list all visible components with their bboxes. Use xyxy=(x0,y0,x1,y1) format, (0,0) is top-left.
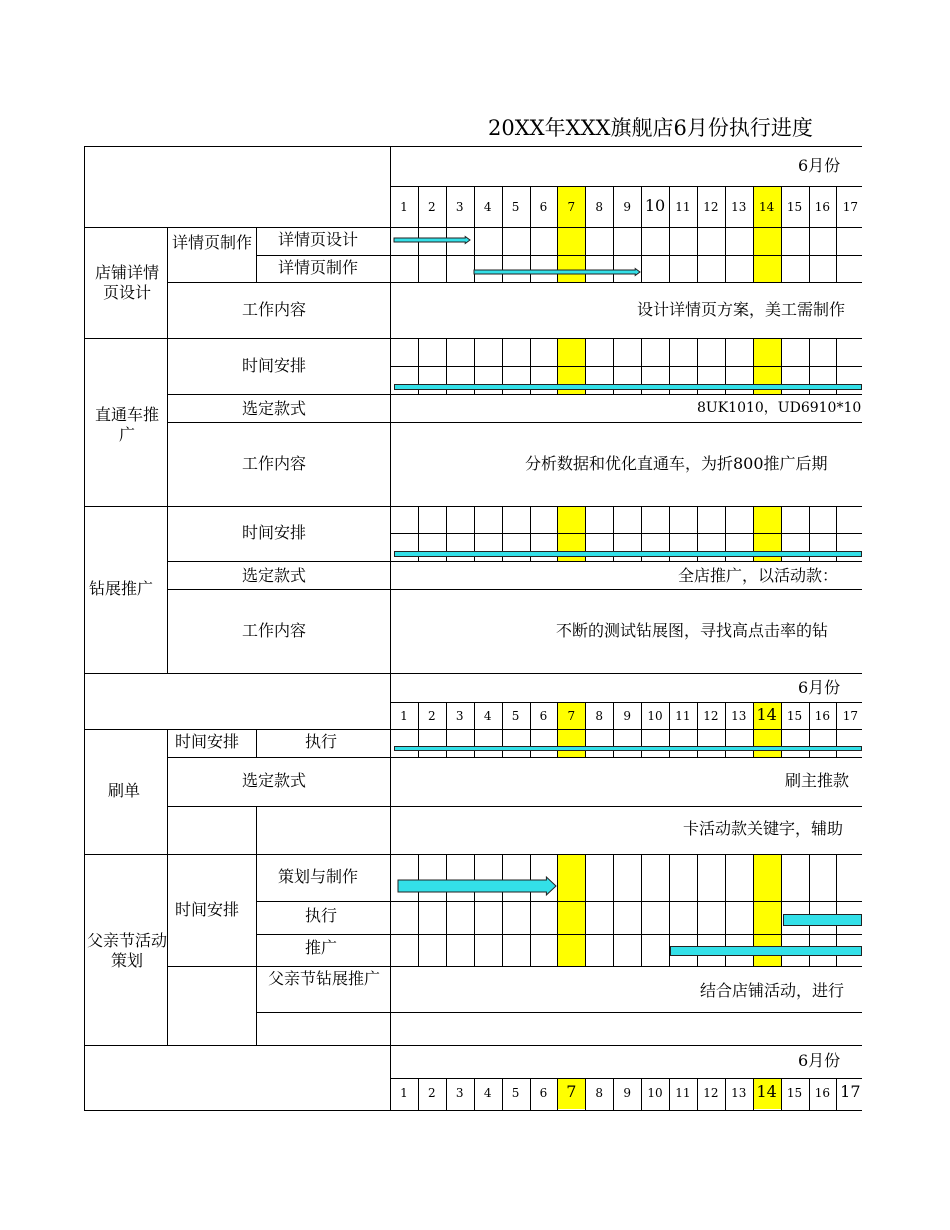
day-number: 1 xyxy=(400,200,408,214)
day-number: 15 xyxy=(786,709,803,723)
day-number: 7 xyxy=(566,1082,577,1101)
grid-line xyxy=(256,255,862,256)
grid-line xyxy=(781,729,782,757)
sub-label-detail-page: 详情页制作 xyxy=(172,233,253,252)
arrow-design xyxy=(393,235,472,247)
grid-line xyxy=(390,227,391,282)
grid-line xyxy=(753,729,754,757)
grid-line xyxy=(84,1110,862,1111)
content-text-through-train: 分析数据和优化直通车，为折800推广后期 xyxy=(525,454,828,473)
grid-line xyxy=(167,589,862,590)
day-number: 11 xyxy=(675,200,691,214)
day-number: 7 xyxy=(567,200,576,214)
row-label-content: 工作内容 xyxy=(242,454,307,473)
day-number: 6 xyxy=(539,200,548,214)
day-number: 14 xyxy=(756,1082,777,1101)
content-text-diamond: 不断的测试钻展图，寻找高点击率的钻 xyxy=(556,621,829,640)
day-number: 14 xyxy=(758,200,775,214)
day-number: 17 xyxy=(842,200,858,214)
month-label: 6月份 xyxy=(798,678,841,697)
day-number: 10 xyxy=(647,709,663,723)
day-number: 17 xyxy=(840,1082,861,1101)
grid-line xyxy=(502,854,503,966)
grid-line xyxy=(557,729,558,757)
day-number: 6 xyxy=(539,709,548,723)
page-title: 20XX年XXX旗舰店6月份执行进度 xyxy=(488,116,813,140)
grid-line xyxy=(669,729,670,757)
grid-line xyxy=(697,227,698,282)
grid-line xyxy=(390,1078,862,1079)
day-number: 16 xyxy=(814,1086,831,1100)
grid-line xyxy=(256,729,257,757)
grid-line xyxy=(836,227,837,282)
grid-line xyxy=(167,561,862,562)
day-number: 13 xyxy=(731,200,747,214)
grid-line xyxy=(641,729,642,757)
row-label-diamond-promo: 父亲节钻展推广 xyxy=(267,969,380,988)
grid-line xyxy=(809,227,810,282)
grid-line xyxy=(809,729,810,757)
grid-line xyxy=(167,854,168,1045)
day-number: 14 xyxy=(756,705,777,724)
row-label-exec: 执行 xyxy=(305,732,338,751)
grid-line xyxy=(390,366,862,367)
section-label-diamond: 钻展推广 xyxy=(89,579,154,598)
day-number: 3 xyxy=(455,200,464,214)
grid-line xyxy=(167,729,168,854)
day-number: 5 xyxy=(511,709,520,723)
grid-line xyxy=(446,854,447,966)
content-text-design: 设计详情页方案，美工需制作 xyxy=(637,300,846,319)
day-number: 7 xyxy=(567,709,576,723)
row-label-content: 工作内容 xyxy=(242,621,307,640)
grid-line xyxy=(390,186,862,187)
row-label-schedule: 时间安排 xyxy=(242,356,307,375)
row-label-style: 选定款式 xyxy=(242,566,307,585)
row-label-make: 详情页制作 xyxy=(278,258,359,277)
arrow-make xyxy=(473,267,642,279)
grid-line xyxy=(781,227,782,282)
day-number: 1 xyxy=(400,1086,408,1100)
day-number: 10 xyxy=(647,1086,663,1100)
day-number: 1 xyxy=(400,709,408,723)
grid-line xyxy=(390,702,862,703)
section-label-through-train: 直通车推广 xyxy=(94,405,159,444)
grid-line xyxy=(256,901,862,902)
grid-line xyxy=(167,394,862,395)
grid-line xyxy=(256,854,257,1045)
grid-line xyxy=(613,729,614,757)
day-number: 2 xyxy=(428,1086,436,1100)
day-number: 10 xyxy=(644,196,666,215)
bar-through-train xyxy=(394,384,862,390)
row-label-style: 选定款式 xyxy=(242,771,307,790)
bar-brush xyxy=(394,746,862,751)
day-number: 13 xyxy=(731,1086,747,1100)
day-number: 13 xyxy=(731,709,747,723)
grid-line xyxy=(167,506,168,673)
section-label-store-design: 店铺详情页设计 xyxy=(94,263,159,302)
highlight-cell xyxy=(558,730,585,757)
day-number: 4 xyxy=(483,1086,492,1100)
day-number: 8 xyxy=(595,709,604,723)
grid-line xyxy=(446,729,447,757)
day-number: 11 xyxy=(675,709,691,723)
row-label-plan: 策划与制作 xyxy=(278,867,359,886)
grid-line xyxy=(84,673,862,674)
grid-line xyxy=(256,934,862,935)
style-value-through-train: 8UK1010，UD6910*10 xyxy=(697,400,862,416)
grid-line xyxy=(697,729,698,757)
grid-line xyxy=(753,227,754,282)
day-number: 9 xyxy=(623,200,631,214)
grid-line xyxy=(167,806,862,807)
grid-line xyxy=(84,1045,862,1046)
day-number: 9 xyxy=(623,709,631,723)
row-label-style: 选定款式 xyxy=(242,399,307,418)
day-number: 4 xyxy=(483,709,492,723)
grid-line xyxy=(390,854,391,966)
bar-fathers-promo xyxy=(670,946,862,956)
grid-line xyxy=(390,338,391,394)
row-label-content: 工作内容 xyxy=(242,300,307,319)
day-number: 8 xyxy=(595,200,604,214)
day-number: 6 xyxy=(539,1086,548,1100)
grid-line xyxy=(585,854,586,966)
grid-line xyxy=(256,1012,862,1013)
style-value-diamond: 全店推广，以活动款： xyxy=(678,566,839,585)
row-label-exec: 执行 xyxy=(305,906,338,925)
bar-diamond xyxy=(394,551,862,557)
grid-line xyxy=(390,729,391,757)
grid-line xyxy=(725,227,726,282)
grid-line xyxy=(641,854,642,966)
grid-line xyxy=(390,506,391,561)
grid-line xyxy=(557,854,558,966)
month-label: 6月份 xyxy=(798,156,841,175)
grid-line xyxy=(418,854,419,966)
content-text-brush: 卡活动款关键字，辅助 xyxy=(683,819,844,838)
grid-line xyxy=(585,729,586,757)
grid-line xyxy=(836,729,837,757)
day-number: 2 xyxy=(428,709,436,723)
grid-line xyxy=(418,729,419,757)
grid-line xyxy=(167,282,862,283)
day-number: 16 xyxy=(814,709,831,723)
grid-line xyxy=(256,806,257,854)
day-number: 8 xyxy=(595,1086,604,1100)
grid-line xyxy=(530,729,531,757)
grid-line xyxy=(725,729,726,757)
style-value-brush: 刷主推款 xyxy=(785,771,850,790)
day-number: 12 xyxy=(703,200,719,214)
grid-line xyxy=(84,146,85,1110)
row-label-schedule: 时间安排 xyxy=(242,523,307,542)
grid-line xyxy=(167,966,862,967)
highlight-cell xyxy=(558,854,585,966)
day-number: 3 xyxy=(455,1086,464,1100)
row-label-schedule: 时间安排 xyxy=(175,900,240,919)
day-number: 15 xyxy=(786,1086,803,1100)
promo-value-fathers-day: 结合店铺活动，进行 xyxy=(700,981,845,1000)
grid-line xyxy=(167,422,862,423)
day-number: 11 xyxy=(675,1086,691,1100)
grid-line xyxy=(167,757,862,758)
arrow-fathers-plan xyxy=(397,874,558,900)
day-number: 17 xyxy=(842,709,858,723)
grid-line xyxy=(613,854,614,966)
grid-line xyxy=(474,729,475,757)
section-label-brush: 刷单 xyxy=(108,781,141,800)
day-number: 3 xyxy=(455,709,464,723)
highlight-cell xyxy=(754,730,781,757)
day-number: 16 xyxy=(814,200,831,214)
day-number: 12 xyxy=(703,709,719,723)
grid-line xyxy=(84,146,862,147)
grid-line xyxy=(669,227,670,282)
grid-line xyxy=(502,729,503,757)
row-label-design: 详情页设计 xyxy=(278,230,359,249)
row-label-promo: 推广 xyxy=(305,938,338,957)
day-number: 5 xyxy=(511,200,520,214)
row-label-schedule: 时间安排 xyxy=(175,732,240,751)
grid-line xyxy=(474,854,475,966)
day-number: 15 xyxy=(786,200,803,214)
day-number: 12 xyxy=(703,1086,719,1100)
day-number: 9 xyxy=(623,1086,631,1100)
section-label-fathers-day: 父亲节活动策划 xyxy=(87,931,168,970)
grid-line xyxy=(390,533,862,534)
day-number: 5 xyxy=(511,1086,520,1100)
day-number: 2 xyxy=(428,200,436,214)
month-label: 6月份 xyxy=(798,1051,841,1070)
bar-fathers-exec xyxy=(783,914,862,926)
grid-line xyxy=(530,854,531,966)
day-number: 4 xyxy=(483,200,492,214)
